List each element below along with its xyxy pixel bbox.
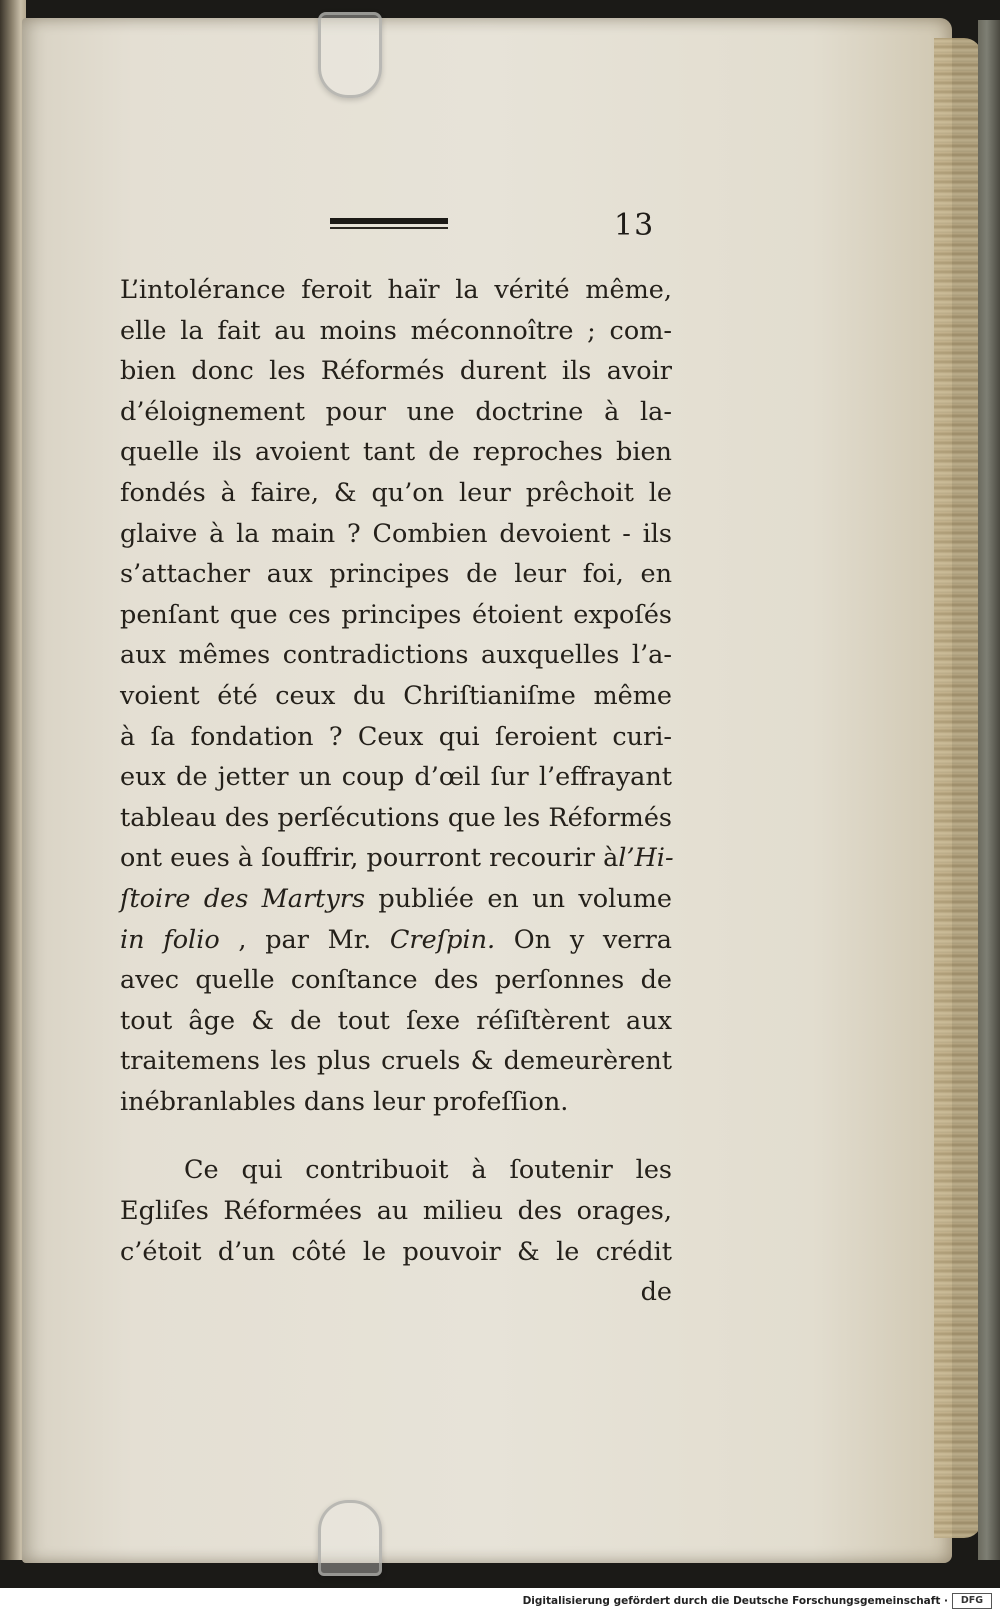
text-line: c’étoit d’un côté le pouvoir & le crédit — [120, 1236, 672, 1267]
text-line: avec quelle conſtance des perſonnes de — [120, 965, 672, 996]
text-run: ont eues à ſouffrir, pourront recourir à — [120, 843, 619, 874]
text-line: fondés à faire, & qu’on leur prêchoit le — [120, 477, 672, 508]
header-ornament-rule — [330, 218, 448, 230]
italic-run: ſtoire des Martyrs — [120, 883, 366, 914]
text-line: tableau des perſécutions que les Réformés — [120, 802, 672, 833]
text-line: elle la fait au moins méconnoître ; com- — [120, 315, 672, 346]
page-number: 13 — [614, 208, 655, 243]
text-line: à ſa fondation ? Ceux qui ſeroient curi- — [120, 721, 672, 752]
text-line: tout âge & de tout ſexe réſiſtèrent aux — [120, 1005, 672, 1036]
text-line — [120, 879, 672, 920]
text-line: quelle ils avoient tant de reproches bien — [120, 437, 672, 468]
text-line: Egliſes Réformées au milieu des orages, — [120, 1196, 672, 1227]
text-line: Ce qui contribuoit à ſoutenir les — [184, 1155, 672, 1186]
text-line: bien donc les Réformés durent ils avoir — [120, 356, 672, 387]
text-line: aux mêmes contradictions auxquelles l’a- — [120, 640, 672, 671]
italic-run: in folio — [120, 924, 220, 955]
dfg-logo: DFG — [952, 1593, 992, 1609]
page-fore-edge — [934, 38, 982, 1538]
text-line: penſant que ces principes étoient expoſés — [120, 599, 672, 630]
text-line: d’éloignement pour une doctrine à la- — [120, 396, 672, 427]
digitization-credit: Digitalisierung gefördert durch die Deutsche Forschungsgemeinschaft · — [522, 1595, 948, 1607]
text-run: On y verra — [495, 924, 672, 955]
text-line: s’attacher aux principes de leur foi, en — [120, 559, 672, 590]
catchword: de — [640, 1277, 672, 1308]
text-run: , par Mr. — [219, 924, 390, 955]
italic-run: l’Hi- — [618, 843, 674, 874]
top-page-clip — [318, 12, 382, 98]
text-line: voient été ceux du Chriſtianiſme même — [120, 680, 672, 711]
italic-run: Creſpin. — [389, 924, 496, 955]
binding-edge — [978, 20, 1000, 1560]
text-line: traitemens les plus cruels & demeurèrent — [120, 1046, 672, 1077]
text-line — [120, 838, 672, 879]
header-rule-thick — [330, 218, 448, 224]
paragraph-2 — [120, 1150, 672, 1312]
text-line: glaive à la main ? Combien devoient - ils — [120, 518, 672, 549]
bottom-page-clip — [318, 1500, 382, 1576]
paragraph-1 — [120, 270, 672, 1122]
text-run: publiée en un volume — [365, 883, 672, 914]
body-text — [120, 270, 672, 1313]
header-rule-thin — [330, 227, 448, 229]
text-line — [120, 920, 672, 961]
text-line: L’intolérance feroit haïr la vérité même, — [120, 275, 672, 305]
text-line: eux de jetter un coup d’œil ſur l’effrayant — [120, 762, 672, 793]
text-line: inébranlables dans leur profeſſion. — [120, 1086, 569, 1117]
